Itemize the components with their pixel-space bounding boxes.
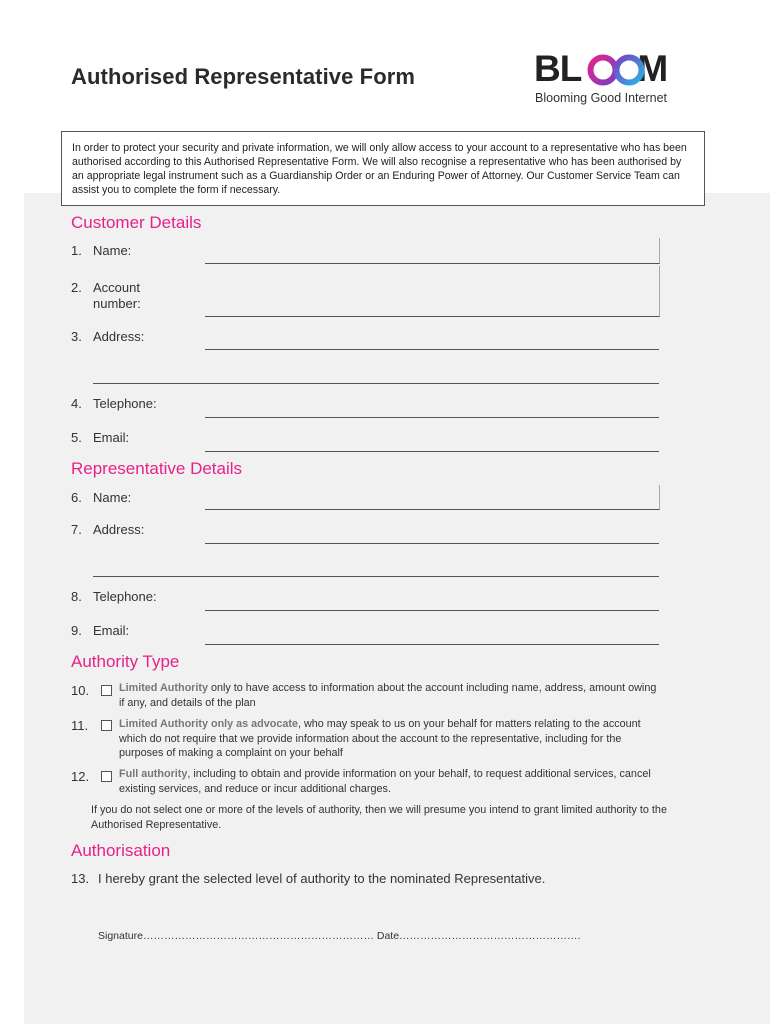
full-authority-checkbox[interactable] bbox=[101, 771, 112, 782]
authority-default-note: If you do not select one or more of the levels of authority, then we will presume you intend to grant limited authority to the Authorised Representative. bbox=[91, 804, 667, 831]
rep-address-field-2[interactable] bbox=[93, 558, 659, 577]
rep-address-label: 7. Address: bbox=[71, 522, 145, 537]
authority-option-text: Limited Authority only as advocate, who may speak to us on your behalf for matters relating to the account which do not require that we provide information about the account to the representative, including for the purposes of making a complaint on your behalf bbox=[119, 718, 641, 759]
intro-notice-box: In order to protect your security and private information, we will only allow access to your account to a representative who has been authorised according to this Authorised Representative Form. We will also recognise a representative who has been authorised by an appropriate legal instrument such as a Guardianship Order or an Enduring Power of Attorney. Our Customer Service Team can assist you to complete the form if necessary. bbox=[61, 131, 705, 206]
customer-telephone-field[interactable] bbox=[205, 397, 659, 418]
section-heading-authority: Authority Type bbox=[71, 652, 180, 671]
customer-address-field-1[interactable] bbox=[205, 330, 659, 350]
customer-telephone-label: 4. Telephone: bbox=[71, 396, 157, 411]
logo-wordmark: BL M bbox=[534, 48, 668, 89]
authority-option-number: 11. bbox=[71, 718, 89, 733]
rep-telephone-field[interactable] bbox=[205, 590, 659, 611]
customer-email-field[interactable] bbox=[205, 431, 659, 452]
bloom-logo bbox=[534, 49, 694, 109]
section-heading-representative: Representative Details bbox=[71, 459, 243, 478]
rep-telephone-label: 8. Telephone: bbox=[71, 589, 157, 604]
authority-option-text: Full authority, including to obtain and provide information on your behalf, to request additional services, cancel existing services, and reduce or incur additional charges. bbox=[119, 768, 651, 795]
logo-tagline: Blooming Good Internet bbox=[535, 91, 668, 105]
customer-account-number-field[interactable] bbox=[205, 266, 660, 317]
section-heading-authorisation: Authorisation bbox=[71, 841, 171, 860]
logo-rings-icon bbox=[587, 52, 647, 88]
rep-name-label: 6. Name: bbox=[71, 490, 132, 505]
customer-name-label: 1. Name: bbox=[71, 243, 132, 258]
authority-option-number: 10. bbox=[71, 683, 90, 698]
customer-name-field[interactable] bbox=[205, 238, 660, 264]
authority-option-text: Limited Authority only to have access to information about the account including name, address, amount owing if any, and details of the plan bbox=[119, 682, 657, 709]
section-heading-customer: Customer Details bbox=[71, 213, 202, 232]
rep-address-field-1[interactable] bbox=[205, 524, 659, 544]
customer-email-label: 5. Email: bbox=[71, 430, 130, 445]
rep-name-field[interactable] bbox=[205, 485, 660, 510]
rep-email-label: 9. Email: bbox=[71, 623, 130, 638]
customer-address-field-2[interactable] bbox=[93, 365, 659, 384]
limited-authority-checkbox[interactable] bbox=[101, 685, 112, 696]
authorisation-statement: 13. I hereby grant the selected level of authority to the nominated Representative. bbox=[71, 871, 546, 886]
advocate-authority-checkbox[interactable] bbox=[101, 720, 112, 731]
page-title: Authorised Representative Form bbox=[71, 64, 416, 89]
customer-account-label-2: number: bbox=[93, 296, 141, 311]
customer-account-label: 2. Account bbox=[71, 280, 140, 295]
signature-date-line[interactable]: Signature………………………………………………………… Date……………………………………………. bbox=[98, 930, 581, 942]
rep-email-field[interactable] bbox=[205, 624, 659, 645]
customer-address-label: 3. Address: bbox=[71, 329, 145, 344]
authority-option-number: 12. bbox=[71, 769, 90, 784]
